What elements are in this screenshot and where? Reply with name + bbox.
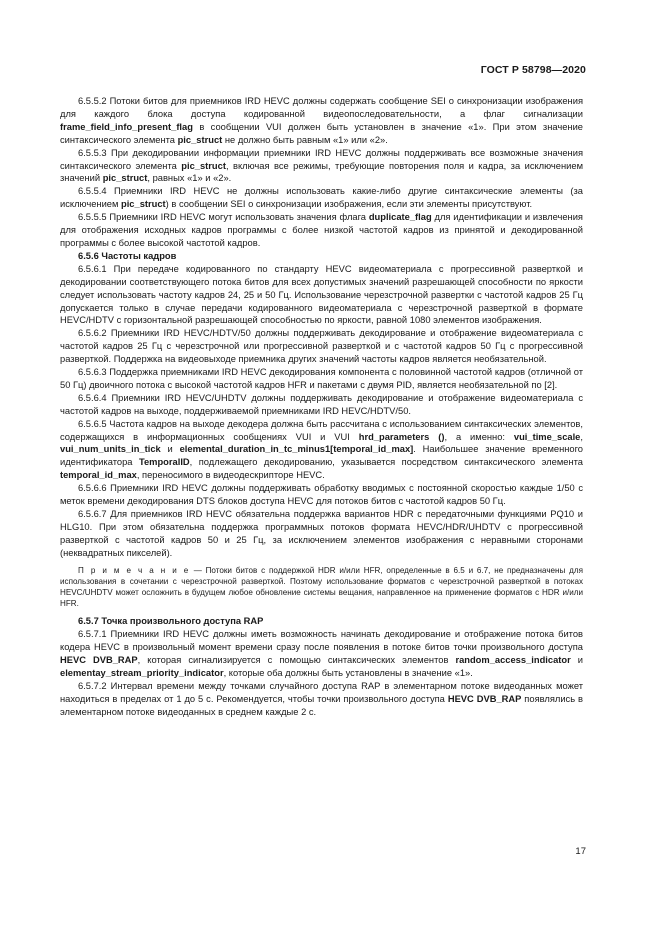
paragraph-p6571 [60,628,583,680]
text-run: 6.5.5.5 Приемники IRD HEVC могут использовать значения флага [78,212,369,223]
text-run: 6.5.5.2 Потоки битов для приемников IRD HEVC должны содержать сообщение SEI о синхронизации изображения для каждого блока доступа кодированной видеопоследовательности, а флаг сигнализации [60,96,583,119]
text-run: , подлежащего декодированию, указывается посредством синтаксического элемента [189,457,583,468]
text-run: , [580,431,583,442]
bold-term: HEVC DVB_RAP [60,655,138,666]
bold-term: elemental_duration_in_tc_minus1[temporal_id_max] [179,444,414,455]
text-run: , которые оба должны быть установлены в значение «1». [223,668,473,679]
paragraph-p6566 [60,482,583,508]
bold-term: temporal_id_max [60,470,137,481]
text-run: 6.5.7 Точка произвольного доступа RAP [78,616,264,627]
text-run: 6.5.6.7 Для приемников IRD HEVC обязательна поддержка вариантов HDR с передаточными функциями PQ10 и HLG10. При этом обязательна поддержка программных потоков формата HEVC/HDR/UHDTV с прогрессивной разверткой с частотой кадров 50 и 25 Гц, за исключением элементов изображения с неравными сторонами (неквадратных пикселей). [60,509,583,558]
text-run: — Потоки битов с поддержкой HDR и/или HFR, определенные в 6.5 и 6.7, не предназначены для использования в сочетании с черезстрочной разверткой. Поэтому использование форматов с черезстрочной разверткой в потоках HEVC/UHDTV может осложнить в будущем любое обновление системы вещания, направленное на применение форматов с HDR и/или HFR. [60,565,583,609]
bold-term: pic_struct [181,160,226,171]
text-run: ) в сообщении SEI о синхронизации изображения, если эти элементы присутствуют. [165,199,533,210]
text-run: 6.5.6.2 Приемники IRD HEVC/HDTV/50 должны поддерживать декодирование и отображение видеоматериала с частотой кадров 25 Гц с черезстрочной или прогрессивной разверткой и с частотой кадров 50 Гц с прогрессивной разверткой. Поддержка на видеовыходе приемника других значений частоты кадров является необязательной. [60,328,583,365]
text-run: , переносимого в видеодескрипторе HEVC. [136,470,325,481]
paragraph-p6552 [60,95,583,147]
paragraph-p6564 [60,392,583,418]
paragraph-p6563 [60,366,583,392]
text-run: , равных «1» и «2». [147,173,232,184]
text-run: , а именно: [444,431,514,442]
paragraph-p6567 [60,508,583,560]
text-run: в сообщении VUI должен быть установлен в значение «1». При этом значение синтаксического элемента [60,121,583,145]
paragraph-p6555 [60,211,583,250]
text-run: и [160,444,180,455]
bold-term: pic_struct [102,173,148,184]
note-paragraph [60,565,583,610]
paragraph-p6561 [60,263,583,328]
text-run: 6.5.5.4 Приемники IRD HEVC не должны использовать какие-либо другие синтаксические элементы (за исключением [60,186,583,210]
page-number: 17 [575,846,586,857]
bold-term: hrd_parameters () [358,431,445,442]
text-run: 6.5.6.3 Поддержка приемниками IRD HEVC декодирования компонента с половинной частотой кадров (отличной от 50 Гц) двоичного потока с высокой частотой кадров HFR и пакетами с двумя PID, является необязательной по [2]. [60,367,583,390]
bold-term: vui_num_units_in_tick [60,444,161,455]
text-run: и [570,655,583,666]
bold-term: elementay_stream_priority_indicator [60,668,224,679]
paragraph-p6565 [60,418,583,483]
text-run: 6.5.6 Частоты кадров [78,250,177,261]
text-run: 6.5.6.5 Частота кадров на выходе декодера должна быть рассчитана с использованием синтаксических элементов, содержащихся в информационных сообщениях VUI и VUI [60,418,583,442]
paragraph-p6554 [60,185,583,211]
text-run: 6.5.7.2 Интервал времени между точками случайного доступа RAP в элементарном потоке видеоданных может находиться в пределах от 1 до 5 с. Рекомендуется, чтобы точки произвольного доступа [60,680,583,704]
text-run: 6.5.7.1 Приемники IRD HEVC должны иметь возможность начинать декодирование и отображение потока битов кодера HEVC в произвольный момент времени сразу после появления в потоке битов точки произвольного доступа [60,629,583,653]
bold-term: pic_struct [177,134,223,145]
section-heading-h656 [60,250,583,263]
paragraph-p6553 [60,147,583,186]
section-heading-h657 [60,615,583,628]
bold-term: frame_field_info_present_flag [60,121,193,132]
text-run: для идентификации и извлечения для отображения исходных кадров программы с более низкой частотой кадров из принятой и декодированной программы с более высокой частотой кадров. [60,212,583,248]
document-body [60,95,583,719]
text-run: не должно быть равным «1» или «2». [222,134,388,145]
bold-term: vui_time_scale [513,431,581,442]
paragraph-p6572 [60,680,583,719]
text-run: , которая сигнализируется с помощью синтаксических элементов [137,655,456,666]
text-run: 6.5.5.3 При декодировании информации приемники IRD HEVC должны поддерживать все возможные значения синтаксического элемента [60,147,583,171]
paragraph-p6562 [60,327,583,366]
standard-header: ГОСТ Р 58798—2020 [480,64,586,76]
bold-term: pic_struct [121,199,166,210]
text-run: . Наибольшее значение временного идентификатора [60,444,583,468]
text-run: 6.5.6.4 Приемники IRD HEVC/UHDTV должны поддерживать декодирование и отображение видеоматериала с частотой кадров на выходе, поддерживаемой приемниками IRD HEVC/HDTV/50. [60,392,583,416]
text-run: появлялись в элементарном потоке видеоданных в среднем каждые 2 с. [60,693,583,717]
text-run: , включая все режимы, требующие повторения поля и кадра, за исключением значений [60,160,584,184]
bold-term: TemporalID [138,457,190,468]
bold-term: random_access_indicator [455,655,571,666]
bold-term: HEVC DVB_RAP [447,693,522,704]
text-run: 6.5.6.6 Приемники IRD HEVC должны поддерживать обработку вводимых с постоянной скоростью каждые 1/50 с меток времени декодирования DTS блоков доступа HEVC для потоков битов с частотой кадров 50 Гц. [60,483,583,507]
note-label: П р и м е ч а н и е [78,565,190,575]
text-run: 6.5.6.1 При передаче кодированного по стандарту HEVC видеоматериала с прогрессивной разверткой и декодировании соответствующего потока битов для всех допустимых значений разрешающей способности по яркости следует использовать частоту кадров 24, 25 и 50 Гц. Использование черезстрочной развертки с частотой кадров 25 Гц допускается только в случае передачи кодированного видеоматериала с черезстрочной разверткой в формате HEVC/HDTV с горизонтальной разрешающей способностью по яркости, равной 1080 элементов изображения. [60,263,583,326]
bold-term: duplicate_flag [368,212,432,223]
